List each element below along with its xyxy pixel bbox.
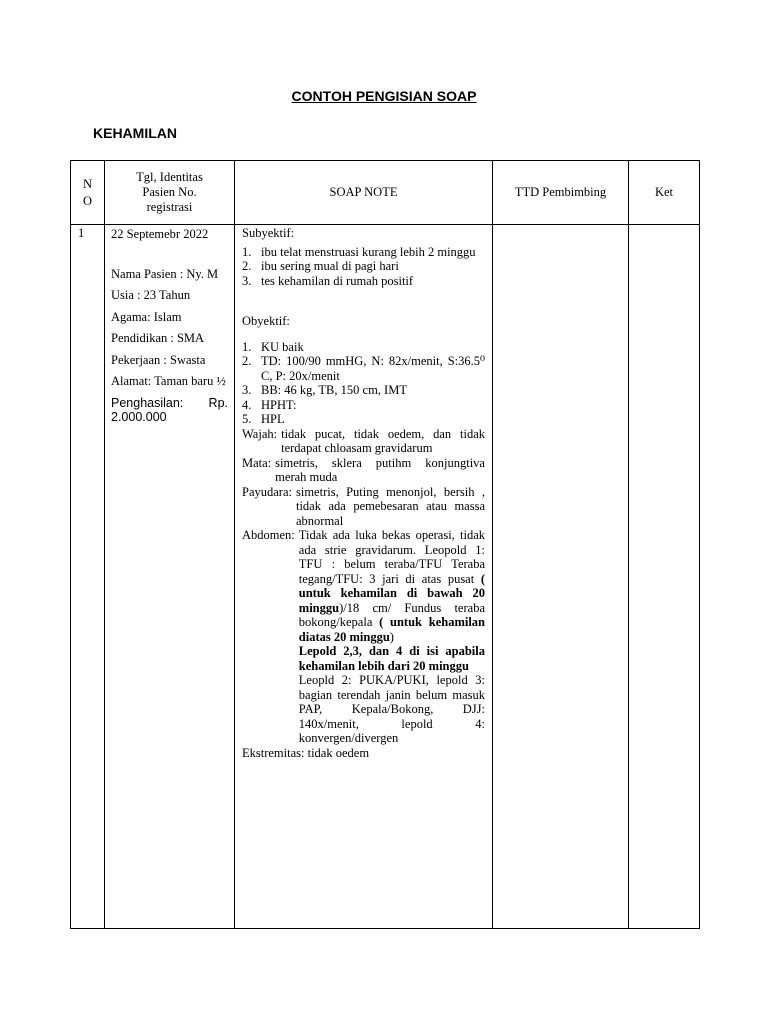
patient-occupation: Pekerjaan : Swasta	[111, 352, 206, 367]
patient-name: Nama Pasien : Ny. M	[111, 266, 219, 281]
list-item: 5. HPL	[242, 412, 285, 426]
objective-list	[242, 340, 485, 427]
header-soap-label: SOAP NOTE	[329, 185, 398, 200]
soap-table	[70, 160, 700, 929]
list-item: 3. tes kehamilan di rumah positif	[242, 273, 414, 288]
exam-abdomen: Abdomen: Tidak ada luka bekas operasi, tidak ada strie gravidarum. Leopold 1: TFU : belum teraba/TFU Teraba tegang/TFU: 3 jari di atas pusat ( untuk kehamilan di bawah 20 minggu)/18 cm/ Fundus teraba bokong/kepala ( untuk kehamilan diatas 20 minggu) Lepold 2,3, dan 4 di isi apabila kehamilan lebih dari 20 minggu Leopld 2: PUKA/PUKI, lepold 3: bagian terendah janin belum masuk PAP, Kepala/Bokong, DJJ: 140x/menit, lepold 4: konvergen/divergen	[242, 528, 486, 745]
objective-label: Obyektif:	[242, 314, 290, 328]
visit-date: 22 Septemebr 2022	[111, 227, 209, 241]
subjective-label: Subyektif:	[242, 226, 295, 240]
header-identity	[105, 161, 235, 225]
notes-cell	[629, 225, 700, 929]
abdomen-leopold-findings: Leopld 2: PUKA/PUKI, lepold 3: bagian terendah janin belum masuk PAP, Kepala/Bokong, DJJ: 140x/menit, lepold 4: konvergen/divergen	[298, 673, 485, 745]
patient-income: Penghasilan: Rp. 2.000.000	[111, 395, 228, 424]
exam-extremities: Ekstremitas: tidak oedem	[242, 745, 370, 760]
header-notes-label: Ket	[654, 185, 674, 200]
exam-eyes: Mata: simetris, sklera putihm konjungtiva merah muda	[242, 455, 485, 484]
abdomen-close-paren: )	[389, 629, 394, 644]
list-item: 2. TD: 100/90 mmHG, N: 82x/menit, S:36.5⁰ C, P: 20x/menit	[242, 354, 485, 383]
abdomen-note-under-20: ( untuk kehamilan di bawah 20 minggu	[298, 571, 486, 615]
exam-breast: Payudara: simetris, Puting menonjol, bersih , tidak ada pemebesaran atau massa abnormal	[242, 484, 485, 528]
patient-religion: Agama: Islam	[111, 309, 182, 324]
table-row	[71, 225, 700, 929]
row-number: 1	[78, 226, 85, 240]
abdomen-leopold-instruction: Lepold 2,3, dan 4 di isi apabila kehamilan lebih dari 20 minggu	[298, 644, 485, 673]
header-supervisor	[493, 161, 629, 225]
table-header-row	[71, 161, 700, 225]
exam-face: Wajah: tidak pucat, tidak oedem, dan tidak terdapat chloasam gravidarum	[242, 426, 485, 455]
abdomen-note-over-20: ( untuk kehamilan diatas 20 minggu	[298, 615, 485, 644]
supervisor-signature-cell	[493, 225, 629, 929]
patient-age: Usia : 23 Tahun	[111, 288, 191, 302]
soap-note-cell	[235, 225, 493, 929]
abdomen-fundus: )/18 cm/ Fundus teraba bokong/kepala	[298, 600, 485, 629]
header-no	[71, 161, 105, 225]
list-item: 4. HPHT:	[242, 397, 297, 412]
list-item: 1. ibu telat menstruasi kurang lebih 2 minggu	[242, 244, 476, 259]
list-item: 3. BB: 46 kg, TB, 150 cm, IMT	[242, 383, 407, 397]
header-supervisor-label: TTD Pembimbing	[514, 185, 607, 200]
header-identity-label: Tgl, Identitas Pasien No. registrasi	[136, 170, 203, 214]
patient-education: Pendidikan : SMA	[111, 331, 205, 345]
header-soap	[235, 161, 493, 225]
list-item: 2. ibu sering mual di pagi hari	[242, 259, 399, 273]
subjective-list	[242, 245, 485, 289]
list-item: 1. KU baik	[242, 339, 304, 354]
section-heading: KEHAMILAN	[93, 125, 177, 141]
row-number-cell	[71, 225, 105, 929]
patient-address: Alamat: Taman baru ½	[111, 374, 226, 388]
identity-cell	[105, 225, 235, 929]
document-title: CONTOH PENGISIAN SOAP	[291, 88, 477, 104]
header-notes	[629, 161, 700, 225]
abdomen-text: Tidak ada luka bekas operasi, tidak ada strie gravidarum. Leopold 1: TFU : belum teraba/TFU Teraba tegang/TFU: 3 jari di atas pusat	[298, 528, 485, 586]
header-no-label: N O	[82, 176, 93, 208]
